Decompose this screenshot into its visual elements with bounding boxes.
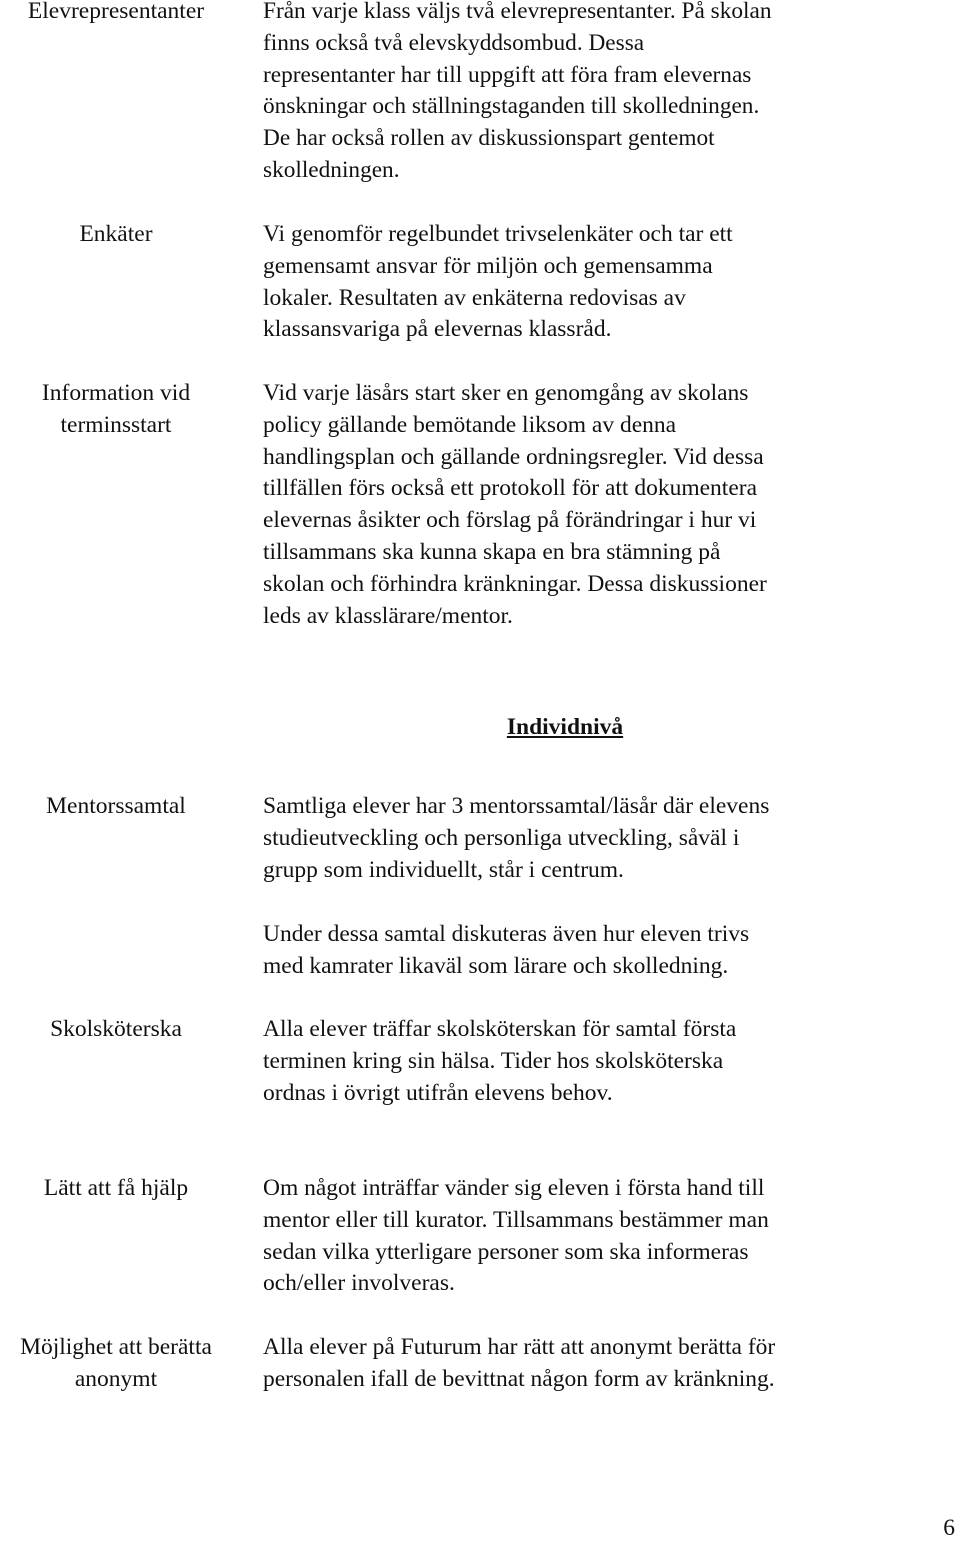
text-latt-att-fa-hjalp: Om något inträffar vänder sig eleven i första hand till mentor eller till kurator. Tillsammans bestämmer man sedan vilka ytterligare personer som ska informeras och/eller involveras. bbox=[263, 1175, 769, 1297]
text-skolskoterska: Alla elever träffar skolsköterskan för samtal första terminen kring sin hälsa. Tider hos skolsköterska ordnas i övrigt utifrån elevens behov. bbox=[263, 1016, 737, 1106]
label-elevrepresentanter: Elevrepresentanter bbox=[27, 0, 205, 24]
page-number: 6 bbox=[943, 1515, 955, 1541]
label-mojlighet-beratta-anonymt: Möjlighet att berätta anonymt bbox=[20, 1334, 212, 1392]
label-skolskoterska: Skolsköterska bbox=[50, 1016, 182, 1042]
text-elevrepresentanter: Från varje klass väljs två elevrepresentanter. På skolan finns också två elevskyddsombud. Dessa representanter har till uppgift att föra fram elevernas önskningar och ställningstaganden till skolledningen. De har också rollen av diskussionspart gentemot skolledningen. bbox=[263, 0, 772, 183]
label-enkater: Enkäter bbox=[79, 221, 153, 247]
section-heading-individniva: Individnivå bbox=[506, 714, 624, 740]
text-mojlighet-beratta-anonymt: Alla elever på Futurum har rätt att anonymt berätta för personalen ifall de bevittnat någon form av kränkning. bbox=[263, 1334, 776, 1392]
label-latt-att-fa-hjalp: Lätt att få hjälp bbox=[43, 1175, 189, 1201]
label-mentorssamtal: Mentorssamtal bbox=[46, 793, 186, 819]
text-information-terminsstart: Vid varje läsårs start sker en genomgång av skolans policy gällande bemötande liksom av denna handlingsplan och gällande ordningsregler. Vid dessa tillfällen förs också ett protokoll för att dokumentera elevernas åsikter och förslag på förändringar i hur vi tillsammans ska kunna skapa en bra stämning på skolan och förhindra kränkningar. Dessa diskussioner leds av klasslärare/mentor. bbox=[263, 380, 767, 629]
text-mentorssamtal-trivsel: Under dessa samtal diskuteras även hur eleven trivs med kamrater likaväl som lärare och skolledning. bbox=[263, 921, 750, 979]
text-mentorssamtal: Samtliga elever har 3 mentorssamtal/läsår där elevens studieutveckling och personliga utveckling, såväl i grupp som individuellt, står i centrum. bbox=[263, 793, 770, 883]
text-enkater: Vi genomför regelbundet trivselenkäter och tar ett gemensamt ansvar för miljön och gemensamma lokaler. Resultaten av enkäterna redovisas av klassansvariga på elevernas klassråd. bbox=[263, 221, 733, 343]
label-information-terminsstart: Information vid terminsstart bbox=[41, 380, 191, 438]
